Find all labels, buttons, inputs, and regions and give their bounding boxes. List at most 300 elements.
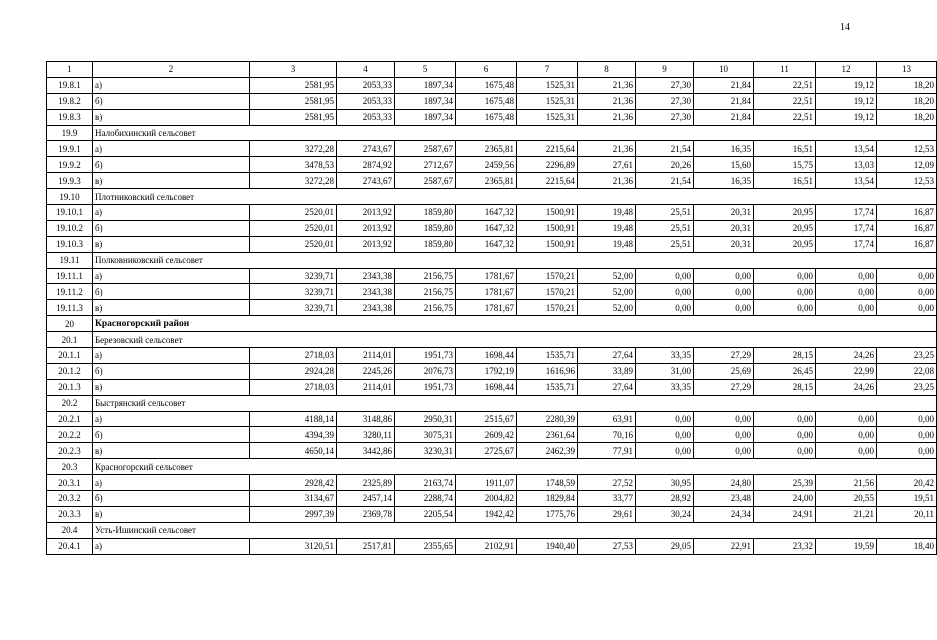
row-variant-label: а) xyxy=(93,475,250,491)
value-cell: 20,11 xyxy=(877,506,937,522)
value-cell: 28,92 xyxy=(636,491,694,507)
value-cell: 0,00 xyxy=(877,268,937,284)
row-variant-label: б) xyxy=(93,363,250,379)
table-row xyxy=(47,411,937,427)
row-code: 19.9.3 xyxy=(47,173,93,189)
value-cell: 12,53 xyxy=(877,173,937,189)
value-cell: 2343,38 xyxy=(337,284,395,300)
district-title: Красногорский район xyxy=(93,316,937,332)
value-cell: 1647,32 xyxy=(456,220,517,236)
value-cell: 1570,21 xyxy=(517,268,578,284)
value-cell: 27,61 xyxy=(578,157,636,173)
table-row xyxy=(47,109,937,125)
row-code: 19.8.3 xyxy=(47,109,93,125)
table-header xyxy=(47,62,937,78)
table-row xyxy=(47,506,937,522)
table-body xyxy=(47,77,937,554)
value-cell: 2343,38 xyxy=(337,300,395,316)
value-cell: 20,95 xyxy=(754,220,816,236)
value-cell: 4188,14 xyxy=(250,411,337,427)
row-code: 20.3.1 xyxy=(47,475,93,491)
section-title: Усть-Ишинский сельсовет xyxy=(93,522,937,538)
section-title: Полковниковский сельсовет xyxy=(93,252,937,268)
value-cell: 52,00 xyxy=(578,284,636,300)
row-code: 19.8.2 xyxy=(47,93,93,109)
value-cell: 2587,67 xyxy=(395,141,456,157)
row-code: 19.9.1 xyxy=(47,141,93,157)
value-cell: 1698,44 xyxy=(456,348,517,364)
value-cell: 33,35 xyxy=(636,348,694,364)
table-row xyxy=(47,379,937,395)
value-cell: 2013,92 xyxy=(337,220,395,236)
value-cell: 2156,75 xyxy=(395,268,456,284)
value-cell: 0,00 xyxy=(636,427,694,443)
row-code: 20.2 xyxy=(47,395,93,411)
value-cell: 23,48 xyxy=(694,491,754,507)
value-cell: 1500,91 xyxy=(517,236,578,252)
value-cell: 0,00 xyxy=(694,300,754,316)
value-cell: 2924,28 xyxy=(250,363,337,379)
value-cell: 2462,39 xyxy=(517,443,578,459)
row-variant-label: в) xyxy=(93,443,250,459)
table-row xyxy=(47,93,937,109)
value-cell: 25,51 xyxy=(636,205,694,221)
value-cell: 2215,64 xyxy=(517,141,578,157)
value-cell: 1535,71 xyxy=(517,348,578,364)
value-cell: 21,84 xyxy=(694,77,754,93)
value-cell: 1570,21 xyxy=(517,284,578,300)
section-row xyxy=(47,125,937,141)
value-cell: 2581,95 xyxy=(250,93,337,109)
table-row xyxy=(47,491,937,507)
value-cell: 19,12 xyxy=(816,109,877,125)
value-cell: 0,00 xyxy=(754,268,816,284)
value-cell: 2581,95 xyxy=(250,109,337,125)
value-cell: 63,91 xyxy=(578,411,636,427)
value-cell: 0,00 xyxy=(877,443,937,459)
value-cell: 2156,75 xyxy=(395,300,456,316)
value-cell: 0,00 xyxy=(816,300,877,316)
value-cell: 27,29 xyxy=(694,379,754,395)
value-cell: 1675,48 xyxy=(456,77,517,93)
value-cell: 4394,39 xyxy=(250,427,337,443)
value-cell: 0,00 xyxy=(754,443,816,459)
value-cell: 0,00 xyxy=(816,284,877,300)
value-cell: 1570,21 xyxy=(517,300,578,316)
table-row xyxy=(47,205,937,221)
row-variant-label: б) xyxy=(93,157,250,173)
value-cell: 3075,31 xyxy=(395,427,456,443)
value-cell: 18,20 xyxy=(877,109,937,125)
value-cell: 0,00 xyxy=(754,411,816,427)
value-cell: 4650,14 xyxy=(250,443,337,459)
value-cell: 27,30 xyxy=(636,93,694,109)
value-cell: 1897,34 xyxy=(395,109,456,125)
value-cell: 3272,28 xyxy=(250,173,337,189)
value-cell: 2743,67 xyxy=(337,173,395,189)
header-row xyxy=(47,62,937,78)
value-cell: 2296,89 xyxy=(517,157,578,173)
value-cell: 1675,48 xyxy=(456,109,517,125)
row-code: 19.9 xyxy=(47,125,93,141)
section-row xyxy=(47,332,937,348)
value-cell: 2325,89 xyxy=(337,475,395,491)
row-code: 19.8.1 xyxy=(47,77,93,93)
row-code: 20.1.1 xyxy=(47,348,93,364)
row-variant-label: в) xyxy=(93,300,250,316)
row-variant-label: а) xyxy=(93,77,250,93)
value-cell: 16,51 xyxy=(754,141,816,157)
value-cell: 22,51 xyxy=(754,109,816,125)
value-cell: 27,29 xyxy=(694,348,754,364)
row-code: 20.1.3 xyxy=(47,379,93,395)
table-row xyxy=(47,173,937,189)
value-cell: 29,61 xyxy=(578,506,636,522)
header-cell: 2 xyxy=(93,62,250,78)
value-cell: 3148,86 xyxy=(337,411,395,427)
value-cell: 1911,07 xyxy=(456,475,517,491)
value-cell: 77,91 xyxy=(578,443,636,459)
value-cell: 15,60 xyxy=(694,157,754,173)
value-cell: 23,25 xyxy=(877,379,937,395)
value-cell: 16,87 xyxy=(877,220,937,236)
value-cell: 28,15 xyxy=(754,379,816,395)
row-variant-label: в) xyxy=(93,506,250,522)
value-cell: 20,95 xyxy=(754,236,816,252)
value-cell: 20,31 xyxy=(694,220,754,236)
value-cell: 2609,42 xyxy=(456,427,517,443)
row-variant-label: б) xyxy=(93,220,250,236)
value-cell: 15,75 xyxy=(754,157,816,173)
value-cell: 24,00 xyxy=(754,491,816,507)
value-cell: 21,54 xyxy=(636,173,694,189)
row-variant-label: в) xyxy=(93,173,250,189)
row-code: 19.10.1 xyxy=(47,205,93,221)
row-variant-label: б) xyxy=(93,93,250,109)
value-cell: 13,03 xyxy=(816,157,877,173)
value-cell: 27,64 xyxy=(578,379,636,395)
value-cell: 24,26 xyxy=(816,348,877,364)
value-cell: 20,26 xyxy=(636,157,694,173)
value-cell: 2718,03 xyxy=(250,348,337,364)
value-cell: 3239,71 xyxy=(250,284,337,300)
section-row xyxy=(47,316,937,332)
table-row xyxy=(47,141,937,157)
value-cell: 1525,31 xyxy=(517,93,578,109)
table-row xyxy=(47,427,937,443)
value-cell: 2053,33 xyxy=(337,109,395,125)
table-row xyxy=(47,268,937,284)
value-cell: 21,56 xyxy=(816,475,877,491)
value-cell: 16,35 xyxy=(694,141,754,157)
value-cell: 2365,81 xyxy=(456,141,517,157)
value-cell: 16,35 xyxy=(694,173,754,189)
value-cell: 17,74 xyxy=(816,236,877,252)
value-cell: 3120,51 xyxy=(250,538,337,554)
value-cell: 0,00 xyxy=(636,411,694,427)
value-cell: 1647,32 xyxy=(456,236,517,252)
header-cell: 12 xyxy=(816,62,877,78)
value-cell: 1951,73 xyxy=(395,348,456,364)
value-cell: 19,12 xyxy=(816,93,877,109)
section-row xyxy=(47,252,937,268)
value-cell: 22,91 xyxy=(694,538,754,554)
value-cell: 2361,64 xyxy=(517,427,578,443)
header-cell: 5 xyxy=(395,62,456,78)
value-cell: 1829,84 xyxy=(517,491,578,507)
header-cell: 10 xyxy=(694,62,754,78)
value-cell: 2163,74 xyxy=(395,475,456,491)
value-cell: 2343,38 xyxy=(337,268,395,284)
value-cell: 2288,74 xyxy=(395,491,456,507)
value-cell: 13,54 xyxy=(816,141,877,157)
value-cell: 27,30 xyxy=(636,77,694,93)
value-cell: 2355,65 xyxy=(395,538,456,554)
value-cell: 3239,71 xyxy=(250,268,337,284)
value-cell: 3230,31 xyxy=(395,443,456,459)
value-cell: 17,74 xyxy=(816,220,877,236)
value-cell: 25,51 xyxy=(636,220,694,236)
value-cell: 52,00 xyxy=(578,268,636,284)
value-cell: 3280,11 xyxy=(337,427,395,443)
table-row xyxy=(47,300,937,316)
value-cell: 1525,31 xyxy=(517,77,578,93)
value-cell: 22,08 xyxy=(877,363,937,379)
value-cell: 2369,78 xyxy=(337,506,395,522)
value-cell: 0,00 xyxy=(636,443,694,459)
value-cell: 52,00 xyxy=(578,300,636,316)
value-cell: 22,51 xyxy=(754,93,816,109)
row-code: 19.11.1 xyxy=(47,268,93,284)
value-cell: 1951,73 xyxy=(395,379,456,395)
section-row xyxy=(47,395,937,411)
section-row xyxy=(47,189,937,205)
header-cell: 9 xyxy=(636,62,694,78)
value-cell: 27,30 xyxy=(636,109,694,125)
value-cell: 0,00 xyxy=(694,268,754,284)
value-cell: 0,00 xyxy=(877,411,937,427)
value-cell: 1781,67 xyxy=(456,284,517,300)
value-cell: 19,51 xyxy=(877,491,937,507)
value-cell: 23,32 xyxy=(754,538,816,554)
value-cell: 19,48 xyxy=(578,205,636,221)
value-cell: 2013,92 xyxy=(337,205,395,221)
value-cell: 3478,53 xyxy=(250,157,337,173)
row-code: 20 xyxy=(47,316,93,332)
value-cell: 2053,33 xyxy=(337,93,395,109)
value-cell: 2950,31 xyxy=(395,411,456,427)
value-cell: 25,69 xyxy=(694,363,754,379)
value-cell: 19,59 xyxy=(816,538,877,554)
row-variant-label: б) xyxy=(93,491,250,507)
value-cell: 2102,91 xyxy=(456,538,517,554)
value-cell: 2459,56 xyxy=(456,157,517,173)
section-row xyxy=(47,459,937,475)
value-cell: 22,99 xyxy=(816,363,877,379)
row-code: 19.11 xyxy=(47,252,93,268)
value-cell: 16,87 xyxy=(877,205,937,221)
value-cell: 19,12 xyxy=(816,77,877,93)
row-variant-label: б) xyxy=(93,427,250,443)
value-cell: 3134,67 xyxy=(250,491,337,507)
value-cell: 18,20 xyxy=(877,93,937,109)
value-cell: 2205,54 xyxy=(395,506,456,522)
value-cell: 2114,01 xyxy=(337,379,395,395)
value-cell: 70,16 xyxy=(578,427,636,443)
value-cell: 12,09 xyxy=(877,157,937,173)
header-cell: 11 xyxy=(754,62,816,78)
value-cell: 21,36 xyxy=(578,93,636,109)
value-cell: 1792,19 xyxy=(456,363,517,379)
section-title: Быстрянский сельсовет xyxy=(93,395,937,411)
value-cell: 1897,34 xyxy=(395,93,456,109)
value-cell: 2114,01 xyxy=(337,348,395,364)
value-cell: 1781,67 xyxy=(456,300,517,316)
row-variant-label: а) xyxy=(93,205,250,221)
value-cell: 1940,40 xyxy=(517,538,578,554)
value-cell: 21,36 xyxy=(578,77,636,93)
section-title: Красногорский сельсовет xyxy=(93,459,937,475)
value-cell: 2245,26 xyxy=(337,363,395,379)
value-cell: 2520,01 xyxy=(250,236,337,252)
value-cell: 0,00 xyxy=(694,443,754,459)
value-cell: 19,48 xyxy=(578,236,636,252)
header-cell: 6 xyxy=(456,62,517,78)
value-cell: 2215,64 xyxy=(517,173,578,189)
value-cell: 2280,39 xyxy=(517,411,578,427)
value-cell: 1781,67 xyxy=(456,268,517,284)
value-cell: 2156,75 xyxy=(395,284,456,300)
table-row xyxy=(47,443,937,459)
page-number: 14 xyxy=(840,22,850,33)
value-cell: 2712,67 xyxy=(395,157,456,173)
value-cell: 1859,80 xyxy=(395,220,456,236)
table-row xyxy=(47,475,937,491)
table-row xyxy=(47,284,937,300)
value-cell: 16,51 xyxy=(754,173,816,189)
row-code: 20.2.1 xyxy=(47,411,93,427)
value-cell: 3442,86 xyxy=(337,443,395,459)
value-cell: 2743,67 xyxy=(337,141,395,157)
value-cell: 2520,01 xyxy=(250,220,337,236)
row-variant-label: а) xyxy=(93,538,250,554)
row-code: 19.10.3 xyxy=(47,236,93,252)
value-cell: 33,35 xyxy=(636,379,694,395)
value-cell: 2928,42 xyxy=(250,475,337,491)
value-cell: 1859,80 xyxy=(395,236,456,252)
value-cell: 1859,80 xyxy=(395,205,456,221)
value-cell: 1675,48 xyxy=(456,93,517,109)
row-variant-label: а) xyxy=(93,141,250,157)
row-variant-label: а) xyxy=(93,348,250,364)
row-variant-label: в) xyxy=(93,379,250,395)
value-cell: 2515,67 xyxy=(456,411,517,427)
header-cell: 7 xyxy=(517,62,578,78)
section-title: Плотниковский сельсовет xyxy=(93,189,937,205)
row-variant-label: в) xyxy=(93,109,250,125)
value-cell: 2874,92 xyxy=(337,157,395,173)
value-cell: 0,00 xyxy=(694,284,754,300)
section-row xyxy=(47,522,937,538)
value-cell: 27,52 xyxy=(578,475,636,491)
value-cell: 20,55 xyxy=(816,491,877,507)
value-cell: 1698,44 xyxy=(456,379,517,395)
value-cell: 1535,71 xyxy=(517,379,578,395)
value-cell: 2004,82 xyxy=(456,491,517,507)
row-code: 20.1.2 xyxy=(47,363,93,379)
table-row xyxy=(47,538,937,554)
value-cell: 23,25 xyxy=(877,348,937,364)
value-cell: 1897,34 xyxy=(395,77,456,93)
section-title: Березовский сельсовет xyxy=(93,332,937,348)
value-cell: 0,00 xyxy=(816,427,877,443)
row-code: 20.3.2 xyxy=(47,491,93,507)
value-cell: 0,00 xyxy=(754,427,816,443)
value-cell: 28,15 xyxy=(754,348,816,364)
value-cell: 21,36 xyxy=(578,173,636,189)
header-cell: 1 xyxy=(47,62,93,78)
table-row xyxy=(47,363,937,379)
value-cell: 20,31 xyxy=(694,236,754,252)
value-cell: 2718,03 xyxy=(250,379,337,395)
value-cell: 2517,81 xyxy=(337,538,395,554)
row-code: 20.2.2 xyxy=(47,427,93,443)
value-cell: 20,31 xyxy=(694,205,754,221)
value-cell: 1748,59 xyxy=(517,475,578,491)
value-cell: 24,80 xyxy=(694,475,754,491)
value-cell: 2997,39 xyxy=(250,506,337,522)
value-cell: 1647,32 xyxy=(456,205,517,221)
value-cell: 33,77 xyxy=(578,491,636,507)
row-code: 19.10 xyxy=(47,189,93,205)
value-cell: 1500,91 xyxy=(517,205,578,221)
value-cell: 22,51 xyxy=(754,77,816,93)
value-cell: 1942,42 xyxy=(456,506,517,522)
value-cell: 2587,67 xyxy=(395,173,456,189)
value-cell: 3239,71 xyxy=(250,300,337,316)
row-code: 20.3.3 xyxy=(47,506,93,522)
row-code: 20.4 xyxy=(47,522,93,538)
value-cell: 1525,31 xyxy=(517,109,578,125)
row-code: 19.11.2 xyxy=(47,284,93,300)
value-cell: 0,00 xyxy=(816,443,877,459)
value-cell: 1775,76 xyxy=(517,506,578,522)
header-cell: 3 xyxy=(250,62,337,78)
value-cell: 0,00 xyxy=(694,427,754,443)
section-title: Налобихинский сельсовет xyxy=(93,125,937,141)
value-cell: 18,40 xyxy=(877,538,937,554)
value-cell: 0,00 xyxy=(694,411,754,427)
value-cell: 2053,33 xyxy=(337,77,395,93)
value-cell: 19,48 xyxy=(578,220,636,236)
value-cell: 0,00 xyxy=(754,300,816,316)
value-cell: 0,00 xyxy=(816,268,877,284)
value-cell: 0,00 xyxy=(636,268,694,284)
value-cell: 27,64 xyxy=(578,348,636,364)
value-cell: 21,36 xyxy=(578,141,636,157)
value-cell: 0,00 xyxy=(636,300,694,316)
table-row xyxy=(47,236,937,252)
value-cell: 33,89 xyxy=(578,363,636,379)
value-cell: 0,00 xyxy=(816,411,877,427)
row-code: 20.1 xyxy=(47,332,93,348)
value-cell: 2365,81 xyxy=(456,173,517,189)
value-cell: 21,84 xyxy=(694,93,754,109)
value-cell: 2520,01 xyxy=(250,205,337,221)
row-code: 19.10.2 xyxy=(47,220,93,236)
value-cell: 27,53 xyxy=(578,538,636,554)
value-cell: 21,54 xyxy=(636,141,694,157)
